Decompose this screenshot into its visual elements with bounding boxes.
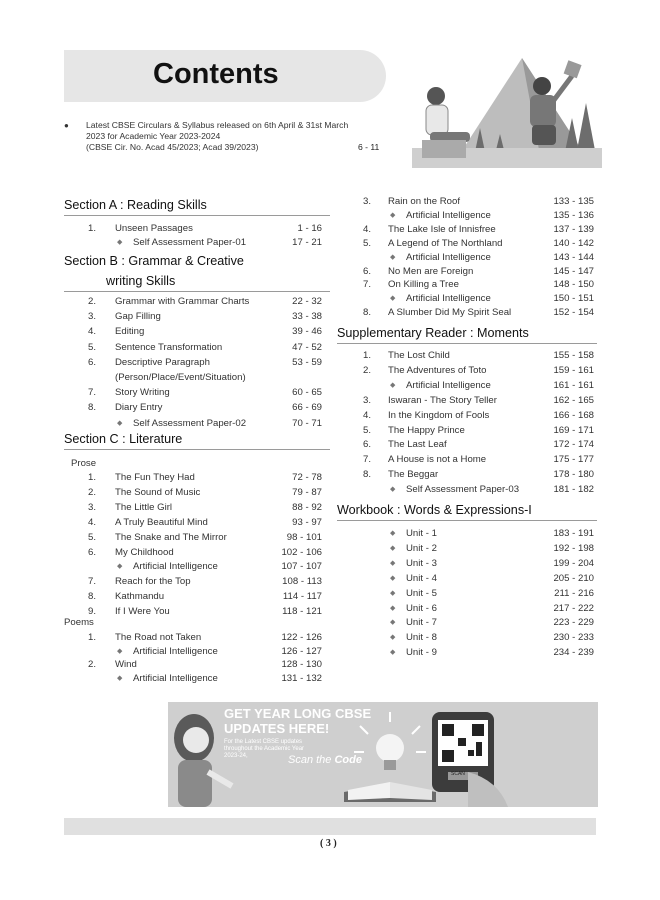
toc-number: 3. — [87, 311, 96, 323]
toc-number: 3. — [362, 394, 371, 406]
diamond-bullet-icon: ◆ — [117, 647, 123, 655]
diamond-bullet-icon: ◆ — [117, 674, 123, 682]
diamond-bullet-icon: ◆ — [390, 634, 396, 642]
toc-page-range: 128 - 130 — [281, 659, 322, 670]
toc-number: 8. — [87, 591, 96, 603]
page-title: Contents — [153, 58, 279, 90]
toc-number: 7. — [362, 454, 371, 466]
toc-page-range: 102 - 106 — [281, 546, 322, 558]
toc-page-range: 159 - 161 — [553, 364, 594, 376]
person-sitting-figure — [422, 87, 470, 158]
section-b-heading-line-1: Section B : Grammar & Creative — [64, 254, 244, 268]
toc-title[interactable]: Unit - 4 — [406, 572, 437, 584]
toc-title[interactable]: Editing — [115, 326, 145, 338]
toc-number: 6. — [362, 265, 371, 277]
toc-number: 4. — [362, 223, 371, 235]
notice-line-3: (CBSE Cir. No. Acad 45/2023; Acad 39/2023) — [86, 142, 259, 152]
diamond-bullet-icon: ◆ — [390, 211, 396, 219]
toc-title[interactable]: In the Kingdom of Fools — [388, 409, 490, 421]
toc-number: 7. — [362, 279, 371, 291]
toc-title[interactable]: Artificial Intelligence — [406, 293, 491, 305]
toc-page-range: 162 - 165 — [553, 394, 594, 406]
banner-cta-bold: Code — [334, 754, 362, 766]
diamond-bullet-icon: ◆ — [390, 559, 396, 567]
toc-title[interactable]: Iswaran - The Story Teller — [388, 394, 497, 406]
toc-number: 5. — [362, 237, 371, 249]
toc-number: 1. — [362, 350, 371, 361]
toc-title[interactable]: Self Assessment Paper-03 — [406, 484, 520, 496]
toc-page-range: 33 - 38 — [292, 311, 322, 323]
toc-title[interactable]: My Childhood — [115, 546, 174, 558]
toc-page-range: 166 - 168 — [553, 409, 594, 421]
toc-number: 2. — [362, 364, 371, 376]
toc-title[interactable]: Kathmandu — [115, 591, 165, 603]
toc-page-range: 217 - 222 — [553, 602, 594, 614]
diamond-bullet-icon: ◆ — [117, 238, 123, 246]
toc-number: 5. — [87, 341, 96, 353]
phone-scan-label: SCAN — [451, 771, 465, 777]
toc-page-range: 72 - 78 — [292, 472, 322, 483]
toc-page-range: 126 - 127 — [281, 645, 322, 657]
toc-title[interactable]: On Killing a Tree — [388, 279, 459, 291]
toc-page-range: 107 - 107 — [281, 561, 322, 573]
toc-page-range: 175 - 177 — [553, 454, 594, 466]
toc-number: 4. — [87, 326, 96, 338]
toc-number: 2. — [87, 659, 96, 670]
toc-title[interactable]: Unit - 5 — [406, 587, 437, 599]
toc-number: 7. — [87, 576, 96, 588]
workbook-heading: Workbook : Words & Expressions-I — [337, 503, 532, 517]
toc-title[interactable]: Unit - 3 — [406, 557, 437, 569]
toc-title[interactable]: Unit - 7 — [406, 617, 437, 629]
toc-title[interactable]: The Snake and The Mirror — [115, 531, 227, 543]
toc-page-range: 79 - 87 — [292, 486, 322, 498]
banner-heading-1: GET YEAR LONG CBSE — [224, 706, 372, 721]
toc-page-range: 143 - 144 — [553, 251, 594, 263]
toc-title[interactable]: Unit - 8 — [406, 632, 437, 644]
toc-page-range: 88 - 92 — [292, 501, 322, 513]
toc-page-range: 47 - 52 — [292, 341, 322, 353]
toc-page-range: 93 - 97 — [292, 516, 322, 528]
toc-page-range: 1 - 16 — [297, 223, 322, 234]
toc-number: 6. — [87, 356, 96, 368]
toc-page-range: 234 - 239 — [553, 647, 594, 659]
toc-title[interactable]: The Adventures of Toto — [388, 364, 487, 376]
toc-title[interactable]: Artificial Intelligence — [133, 672, 218, 684]
toc-page-range: 152 - 154 — [553, 307, 594, 319]
toc-title[interactable]: A Truly Beautiful Mind — [115, 516, 208, 528]
toc-page-range: 150 - 151 — [553, 293, 594, 305]
banner-sub-2: throughout the Academic Year — [224, 746, 305, 752]
toc-page-range: 66 - 69 — [292, 402, 322, 414]
toc-page-range: 137 - 139 — [553, 223, 594, 235]
section-b-rule — [64, 291, 330, 292]
toc-title[interactable]: The Fun They Had — [115, 472, 195, 483]
toc-number: 2. — [87, 486, 96, 498]
toc-page-range: 205 - 210 — [553, 572, 594, 584]
toc-number: 1. — [87, 223, 96, 234]
toc-page-range: 161 - 161 — [553, 379, 594, 391]
toc-page-range: 114 - 117 — [282, 591, 322, 603]
toc-number: 6. — [362, 439, 371, 451]
toc-title[interactable]: The Lake Isle of Innisfree — [388, 223, 496, 235]
toc-page-range: 131 - 132 — [281, 672, 322, 684]
toc-title[interactable]: The Happy Prince — [388, 424, 465, 436]
toc-page-range: 178 - 180 — [553, 469, 594, 481]
section-a-heading: Section A : Reading Skills — [64, 198, 207, 212]
toc-number: 3. — [362, 196, 371, 207]
toc-title[interactable]: If I Were You — [115, 606, 170, 618]
diamond-bullet-icon: ◆ — [117, 563, 123, 571]
toc-page-range: 211 - 216 — [554, 587, 594, 599]
toc-title[interactable]: Descriptive Paragraph — [115, 356, 210, 368]
diamond-bullet-icon: ◆ — [390, 530, 396, 537]
toc-title[interactable]: Sentence Transformation — [115, 341, 223, 353]
diamond-bullet-icon: ◆ — [390, 619, 396, 627]
workbook-rule — [337, 520, 597, 521]
banner-heading-2: UPDATES HERE! — [224, 721, 330, 736]
toc-number: 8. — [362, 307, 371, 319]
notice-line-2: 2023 for Academic Year 2023-2024 — [86, 131, 221, 141]
section-c-rule — [64, 449, 330, 450]
footer-band — [64, 818, 596, 835]
toc-number: 8. — [362, 469, 371, 481]
banner-sub-1: For the Latest CBSE updates — [224, 739, 303, 745]
toc-title[interactable]: A Slumber Did My Spirit Seal — [388, 307, 512, 319]
toc-page-range: 122 - 126 — [281, 632, 322, 643]
toc-page-range: 17 - 21 — [292, 236, 322, 248]
toc-page-range: 108 - 113 — [282, 576, 322, 588]
prose-label: Prose — [71, 458, 97, 469]
diamond-bullet-icon: ◆ — [390, 381, 396, 389]
toc-number: 5. — [362, 424, 371, 436]
toc-number: 8. — [87, 402, 96, 414]
toc-page-range: 60 - 65 — [292, 387, 322, 399]
toc-number: 1. — [87, 472, 96, 483]
toc-page-range: 199 - 204 — [553, 557, 594, 569]
banner-sub-3: 2023-24, — [224, 753, 248, 759]
toc-title[interactable]: The Beggar — [388, 469, 439, 481]
toc-title[interactable]: Unit - 1 — [406, 528, 437, 539]
diamond-bullet-icon: ◆ — [390, 253, 396, 261]
toc-page-range: 53 - 59 — [292, 356, 322, 368]
toc-title[interactable]: Artificial Intelligence — [406, 251, 491, 263]
diamond-bullet-icon: ◆ — [390, 604, 396, 612]
toc-page-range: 140 - 142 — [553, 237, 594, 249]
diamond-bullet-icon: ◆ — [117, 419, 123, 427]
toc-page-range: 169 - 171 — [553, 424, 594, 436]
banner-cta-prefix: Scan the — [288, 754, 332, 766]
toc-title[interactable]: The Road not Taken — [115, 632, 202, 643]
banner-cta — [288, 754, 362, 766]
toc-page-range: 223 - 229 — [553, 617, 594, 629]
promo-banner[interactable] — [168, 702, 598, 807]
toc-number: 6. — [87, 546, 96, 558]
toc-title[interactable]: The Lost Child — [388, 350, 450, 361]
toc-title[interactable]: Reach for the Top — [115, 576, 191, 588]
toc-title[interactable]: Artificial Intelligence — [133, 645, 218, 657]
toc-title[interactable]: Self Assessment Paper-01 — [133, 236, 247, 248]
supplementary-rule — [337, 343, 597, 344]
toc-title[interactable]: Artificial Intelligence — [133, 561, 218, 573]
diamond-bullet-icon: ◆ — [390, 649, 396, 657]
toc-page-range: 22 - 32 — [292, 296, 322, 307]
notice-line-1: Latest CBSE Circulars & Syllabus released on 6th April & 31st March — [86, 120, 349, 130]
toc-title[interactable]: Unit - 2 — [406, 542, 437, 554]
toc-page-range: 39 - 46 — [292, 326, 322, 338]
toc-page-range: 98 - 101 — [286, 531, 322, 543]
toc-title[interactable]: Rain on the Roof — [388, 196, 460, 207]
toc-number: 2. — [87, 296, 96, 307]
toc-title[interactable]: The Sound of Music — [115, 486, 201, 498]
diamond-bullet-icon: ◆ — [390, 486, 396, 494]
toc-number: 9. — [87, 606, 96, 618]
toc-title[interactable]: A Legend of The Northland — [388, 237, 503, 249]
page-number: ( 3 ) — [320, 838, 337, 849]
notice-pages: 6 - 11 — [358, 142, 380, 152]
diamond-bullet-icon: ◆ — [390, 574, 396, 582]
toc-page-range: 145 - 147 — [553, 265, 594, 277]
toc-title[interactable]: Grammar with Grammar Charts — [115, 296, 250, 307]
toc-page-range: 148 - 150 — [553, 279, 594, 291]
toc-number: 4. — [87, 516, 96, 528]
toc-title[interactable]: Story Writing — [115, 387, 170, 399]
toc-page-range: 133 - 135 — [553, 196, 594, 207]
toc-title[interactable]: Unit - 6 — [406, 602, 437, 614]
header-illustration — [412, 48, 602, 168]
diamond-bullet-icon: ◆ — [390, 295, 396, 303]
toc-title[interactable]: Self Assessment Paper-02 — [133, 417, 247, 429]
section-b-heading-line-2: writing Skills — [106, 274, 176, 288]
diamond-bullet-icon: ◆ — [390, 544, 396, 552]
toc-title[interactable]: The Last Leaf — [388, 439, 447, 451]
toc-number: 1. — [87, 632, 96, 643]
toc-page-range: 172 - 174 — [553, 439, 594, 451]
toc-title[interactable]: A House is not a Home — [388, 454, 487, 466]
toc-title[interactable]: Gap Filling — [115, 311, 161, 323]
section-c-heading: Section C : Literature — [64, 432, 183, 446]
toc-number: 3. — [87, 501, 96, 513]
toc-number: 4. — [362, 409, 371, 421]
toc-page-range: 230 - 233 — [553, 632, 594, 644]
supplementary-heading: Supplementary Reader : Moments — [337, 326, 529, 340]
toc-title[interactable]: Unseen Passages — [115, 223, 193, 234]
toc-title[interactable]: No Men are Foreign — [388, 265, 474, 277]
toc-title[interactable]: Diary Entry — [115, 402, 163, 414]
bullet-icon: ● — [64, 121, 69, 130]
toc-page-range: 135 - 136 — [553, 209, 594, 221]
toc-title[interactable]: The Little Girl — [115, 501, 173, 513]
toc-page-range: 70 - 71 — [292, 417, 322, 429]
toc-number: 7. — [87, 387, 96, 399]
diamond-bullet-icon: ◆ — [390, 589, 396, 597]
section-a-rule — [64, 215, 330, 216]
toc-page-range: 118 - 121 — [282, 606, 322, 618]
toc-page-range: 181 - 182 — [553, 484, 594, 496]
toc-page-range: 183 - 191 — [553, 528, 594, 539]
toc-page-range: 192 - 198 — [553, 542, 594, 554]
toc-title[interactable]: Unit - 9 — [406, 647, 437, 659]
toc-title[interactable]: Artificial Intelligence — [406, 209, 491, 221]
toc-page-range: 155 - 158 — [553, 350, 594, 361]
poems-label: Poems — [64, 617, 94, 628]
toc-number: 5. — [87, 531, 96, 543]
toc-title[interactable]: (Person/Place/Event/Situation) — [115, 372, 246, 383]
toc-title[interactable]: Wind — [115, 659, 137, 670]
toc-title[interactable]: Artificial Intelligence — [406, 379, 491, 391]
